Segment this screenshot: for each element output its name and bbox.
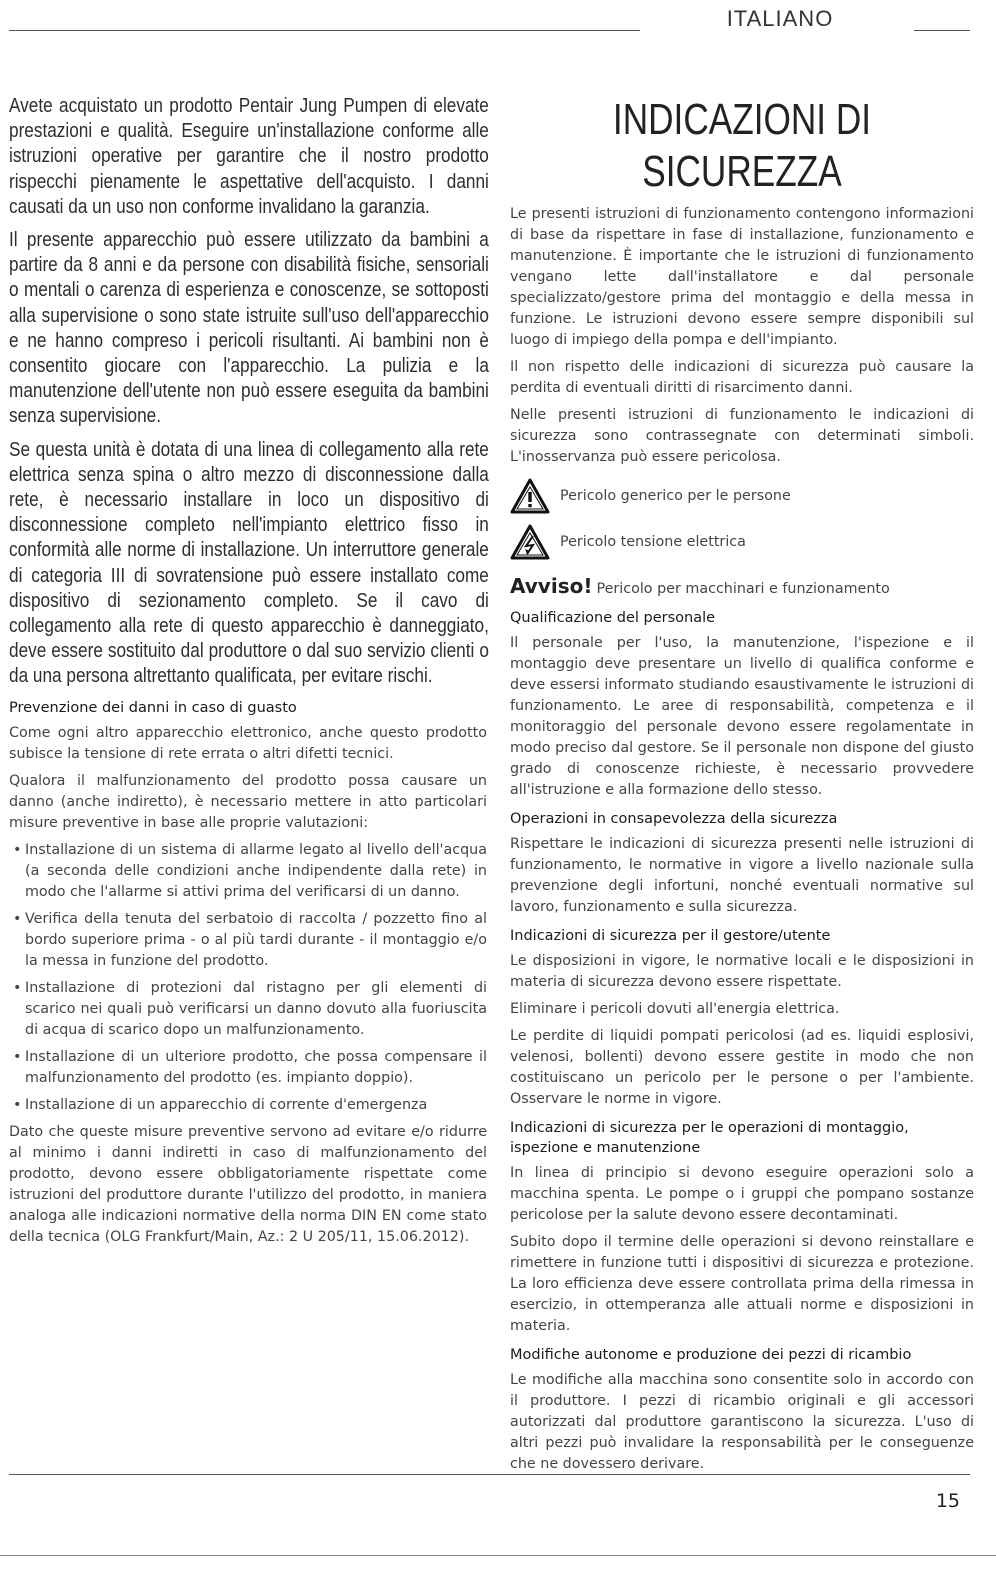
lead-paragraph: Se questa unità è dotata di una linea di collegamento alla rete elettrica senza spina o altro mezzo di disconnessione dalla rete, è necessario installare in loco un dispositivo di disconnessione completo nell'impianto elettrico fisso in conformità alle norme di installazione. Un interruttore generale di categoria III di sovratensione può essere installato come dispositivo di sezionamento completo. Se il cavo di collegamento alla rete di questo apparecchio è danneggiato, deve essere sostituito dal produttore o dal suo servizio clienti o da una persona altrettanto qualificata, per evitare rischi. (9, 438, 489, 688)
symbol-label: Pericolo tensione elettrica (560, 534, 746, 550)
damage-heading: Prevenzione dei danni in caso di guasto (9, 699, 297, 716)
section-qualification (510, 608, 974, 801)
header-rule-left (9, 30, 640, 31)
left-column (9, 94, 487, 1254)
lead-text (9, 94, 487, 690)
section-heading: Qualificazione del personale (510, 610, 716, 626)
damage-paragraph: Qualora il malfunzionamento del prodotto possa causare un danno (anche indiretto), è necessario mettere in atto particolari misure preventive in base alle proprie valutazioni: (9, 772, 487, 831)
section-paragraph: Subito dopo il termine delle operazioni si devono reinstallare e rimettere in funzione tutti i dispositivi di sicurezza e protezione. La loro efficienza deve essere controllata prima della rimessa in esercizio, in ottemperanza alle attuali norme e disposizioni in materia. (510, 1234, 974, 1334)
section-heading: Indicazioni di sicurezza per le operazioni di montaggio, ispezione e manutenzione (510, 1120, 909, 1156)
list-item: • Installazione di protezioni dal ristagno per gli elementi di scarico nei quali può verificarsi un danno dovuto alla fuoriuscita di acqua di scarico dopo un malfunzionamento. (9, 978, 487, 1041)
footer-rule (9, 1474, 970, 1475)
section-modifications (510, 1345, 974, 1475)
lead-paragraph: Il presente apparecchio può essere utilizzato da bambini a partire da 8 anni e da persone con disabilità fisiche, sensoriali o mentali o carenza di esperienza e conoscenze, se sottoposti alla supervisione o sono state istruite sull'uso dell'apparecchio e ne hanno compreso i pericoli risultanti. Ai bambini non è consentito giocare con l'apparecchio. La pulizia e la manutenzione dell'utente non può essere eseguita da bambini senza supervisione. (9, 229, 489, 428)
intro-paragraph: Il non rispetto delle indicazioni di sicurezza può causare la perdita di eventuali diritti di risarcimento danni. (510, 359, 974, 396)
page-bottom-rule (0, 1555, 996, 1556)
damage-paragraph: Dato che queste misure preventive servono ad evitare e/o ridurre al minimo i danni indiretti in caso di malfunzionamento del prodotto, devono essere obbligatoriamente rispettate come istruzioni del produttore durante l'utilizzo del prodotto, in maniera analoga alle indicazioni normative della norma DIN EN come stato della tecnica (OLG Frankfurt/Main, Az.: 2 U 205/11, 15.06.2012). (9, 1123, 487, 1245)
section-paragraph: Le perdite di liquidi pompati pericolosi (ad es. liquidi esplosivi, velenosi, bollenti) devono essere gestite in modo che non costituiscano un pericolo per le persone o per l'ambiente. Osservare le norme in vigore. (510, 1028, 974, 1107)
section-paragraph: In linea di principio si devono eseguire operazioni solo a macchina spenta. Le pompe o i gruppi che pompano sostanze pericolose per la salute devono essere decontaminati. (510, 1165, 974, 1223)
section-paragraph: Rispettare le indicazioni di sicurezza presenti nelle istruzioni di funzionamento, le normative in vigore a livello nazionale sulla prevenzione degli infortuni, nonché eventuali normative sul lavoro, funzionamento e sulla sicurezza. (510, 836, 974, 915)
symbol-row-general (510, 478, 974, 514)
right-column (510, 94, 974, 1481)
section-heading: Operazioni in consapevolezza della sicurezza (510, 811, 838, 827)
list-item: • Installazione di un apparecchio di corrente d'emergenza (9, 1095, 487, 1116)
lead-paragraph: Avete acquistato un prodotto Pentair Jung Pumpen di elevate prestazioni e qualità. Eseguire un'installazione conforme alle istruzioni operative per garantire che il nostro prodotto rispecchi pienamente le aspettative dell'acquisto. I danni causati da un uso non conforme invalidano la garanzia. (9, 95, 489, 218)
section-heading: Modifiche autonome e produzione dei pezzi di ricambio (510, 1347, 912, 1363)
section-maintenance (510, 1118, 974, 1337)
list-item: • Installazione di un sistema di allarme legato al livello dell'acqua (a seconda delle condizioni anche indipendente dalla rete) in modo che l'allarme si attivi prima del verificarsi di un danno. (9, 840, 487, 903)
section-heading: Indicazioni di sicurezza per il gestore/utente (510, 928, 831, 944)
electric-warning-icon (510, 524, 550, 560)
intro-paragraph: Nelle presenti istruzioni di funzionamento le indicazioni di sicurezza sono contrassegnate con determinati simboli. L'inosservanza può essere pericolosa. (510, 407, 974, 465)
avviso-word: Avviso! (510, 574, 593, 598)
damage-measures-list (9, 840, 487, 1116)
section-paragraph: Eliminare i pericoli dovuti all'energia elettrica. (510, 1001, 840, 1017)
list-item: • Installazione di un ulteriore prodotto, che possa compensare il malfunzionamento del prodotto (es. impianto doppio). (9, 1047, 487, 1089)
damage-paragraph: Come ogni altro apparecchio elettronico, anche questo prodotto subisce la tensione di rete errata o altri difetti tecnici. (9, 724, 487, 762)
general-warning-icon (510, 478, 550, 514)
avviso-line (510, 574, 974, 598)
section-paragraph: Il personale per l'uso, la manutenzione, l'ispezione e il montaggio deve presentare un livello di qualifica conforme e deve essersi informato studiando esaustivamente le istruzioni di funzionamento. Le aree di responsabilità, competenza e il monitoraggio del personale devono essere regolamentate in modo preciso dal gestore. Se il personale non dispone del giusto grado di conoscenze richieste, è necessario provvedere all'istruzione e alla formazione dello stesso. (510, 635, 974, 798)
section-paragraph: Le disposizioni in vigore, le normative locali e le disposizioni in materia di sicurezza devono essere rispettate. (510, 953, 974, 990)
section-operator (510, 926, 974, 1110)
language-label: ITALIANO (726, 6, 834, 31)
symbol-row-electric (510, 524, 974, 560)
avviso-text: Pericolo per macchinari e funzionamento (596, 581, 890, 597)
symbol-label: Pericolo generico per le persone (560, 488, 791, 504)
section-paragraph: Le modifiche alla macchina sono consentite solo in accordo con il produttore. I pezzi di ricambio originali e gli accessori autorizzati dal produttore garantiscono la sicurezza. L'uso di altri pezzi può invalidare la responsabilità per le conseguenze che ne dovessero derivare. (510, 1372, 974, 1472)
header-rule-right (914, 30, 970, 31)
list-item: • Verifica della tenuta del serbatoio di raccolta / pozzetto fino al bordo superiore prima - o al più tardi durante - il montaggio e/o la messa in funzione del prodotto. (9, 909, 487, 972)
page-title: INDICAZIONI DI SICUREZZA (612, 95, 872, 196)
intro-paragraph: Le presenti istruzioni di funzionamento contengono informazioni di base da rispettare in fase di installazione, funzionamento e manutenzione. È importante che le istruzioni di funzionamento vengano lette dall'installatore e dal personale specializzato/gestore prima del montaggio e della messa in funzione. Le istruzioni devono essere sempre disponibili sul luogo di impiego della pompa e dell'impianto. (510, 206, 974, 348)
page-number: 15 (935, 1490, 960, 1512)
section-safety-awareness (510, 809, 974, 918)
